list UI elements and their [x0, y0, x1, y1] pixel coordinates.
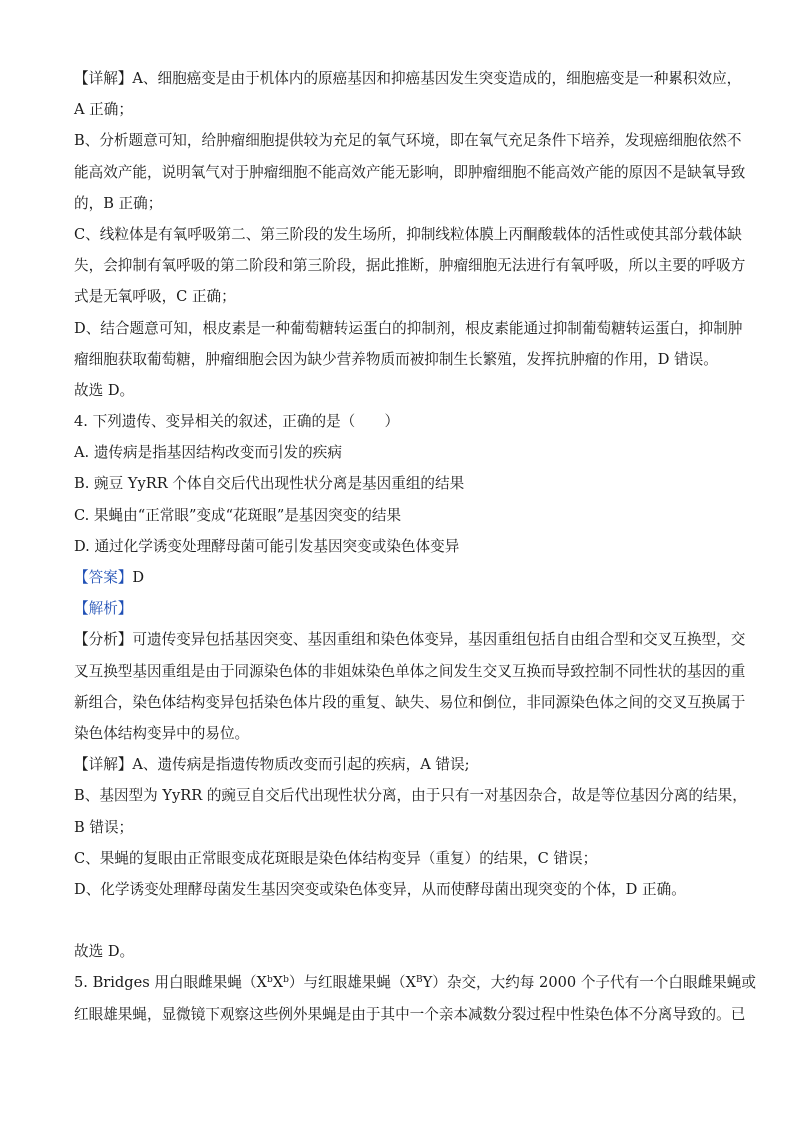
q3-detail-b-line1: B、分析题意可知，给肿瘤细胞提供较为充足的氧气环境，即在氧气充足条件下培养，发现癌细胞依然不 — [74, 132, 742, 150]
q5-stem-line1: 5. Bridges 用白眼雌果蝇$(X^bX^b)$与红眼雄果蝇$(X^BY)$杂交，大约每 2000 个子代有一个白眼雌果蝇或 — [74, 974, 756, 992]
q4-option-c: C. 果蝇由“正常眼”变成“花斑眼”是基因突变的结果 — [74, 506, 402, 524]
q3-detail-b-line3: 的，B 正确； — [74, 194, 163, 212]
q4-fenxi-line4: 染色体结构变异中的易位。 — [74, 724, 250, 742]
q4-conclusion: 故选 D。 — [74, 943, 135, 961]
blank-line — [74, 905, 722, 936]
q3-detail-b-line2: 能高效产能，说明氧气对于肿瘤细胞不能高效产能无影响，即肿瘤细胞不能高效产能的原因不是缺氧导致 — [74, 163, 746, 181]
q4-detail-b-line1: B、基因型为 YyRR 的豌豆自交后代出现性状分离，由于只有一对基因杂合，故是等位基因分离的结果， — [74, 787, 747, 805]
q5-stem-line2: 红眼雄果蝇，显微镜下观察这些例外果蝇是由于其中一个亲本减数分裂过程中性染色体不分离导致的。已 — [74, 1005, 746, 1023]
q3-detail-d-line1: D、结合题意可知，根皮素是一种葡萄糖转运蛋白的抑制剂，根皮素能通过抑制葡萄糖转运蛋白，抑制肿 — [74, 319, 743, 337]
q4-detail-d: D、化学诱变处理酵母菌发生基因突变或染色体变异，从而使酵母菌出现突变的个体，D 正确。 — [74, 880, 686, 898]
q4-detail-b-line2: B 错误； — [74, 818, 134, 836]
q3-detail-c-line2: 失，会抑制有氧呼吸的第二阶段和第三阶段，据此推断，肿瘤细胞无法进行有氧呼吸，所以主要的呼吸方 — [74, 257, 746, 275]
q4-fenxi-line3: 新组合，染色体结构变异包括染色体片段的重复、缺失、易位和倒位，非同源染色体之间的交叉互换属于 — [74, 693, 746, 711]
q3-detail-c-line3: 式是无氧呼吸，C 正确； — [74, 288, 236, 306]
q4-fenxi-line2: 叉互换型基因重组是由于同源染色体的非姐妹染色单体之间发生交叉互换而导致控制不同性状的基因的重 — [74, 662, 746, 680]
q4-stem: 4. 下列遗传、变异相关的叙述，正确的是（ ） — [74, 413, 400, 431]
q3-detail-c-line1: C、线粒体是有氧呼吸第二、第三阶段的发生场所，抑制线粒体膜上丙酮酸载体的活性或使其部分载体缺 — [74, 225, 742, 243]
q4-analysis-tag: 【解析】 — [74, 600, 133, 618]
fenxi-tag: 【分析】 — [74, 631, 133, 649]
q4-answer — [74, 562, 722, 593]
q4-option-a: A. 遗传病是指基因结构改变而引发的疾病 — [74, 444, 342, 462]
q4-option-d: D. 通过化学诱变处理酵母菌可能引发基因突变或染色体变异 — [74, 537, 460, 555]
detail-tag: 【详解】 — [74, 70, 133, 87]
document-page — [74, 63, 756, 1030]
q3-detail-a-line1: 【详解】A、细胞癌变是由于机体内的原癌基因和抑癌基因发生突变造成的，细胞癌变是一种累积效应， — [74, 70, 742, 87]
q4-option-b: B. 豌豆 YyRR 个体自交后代出现性状分离是基因重组的结果 — [74, 475, 465, 493]
q3-detail-a-line2: A 正确； — [74, 101, 133, 119]
q4-detail-a: 【详解】A、遗传病是指遗传物质改变而引起的疾病，A 错误; — [74, 756, 470, 774]
q3-conclusion: 故选 D。 — [74, 381, 135, 399]
answer-value: D — [132, 569, 145, 586]
detail-tag: 【详解】 — [74, 756, 133, 774]
answer-tag: 【答案】 — [74, 569, 133, 586]
q3-detail-d-line2: 瘤细胞获取葡萄糖，肿瘤细胞会因为缺少营养物质而被抑制生长繁殖，发挥抗肿瘤的作用，D 错误。 — [74, 350, 718, 368]
q4-fenxi-line1: 【分析】可遗传变异包括基因突变、基因重组和染色体变异，基因重组包括自由组合型和交叉互换型，交 — [74, 631, 746, 649]
q4-detail-c: C、果蝇的复眼由正常眼变成花斑眼是染色体结构变异（重复）的结果，C 错误； — [74, 849, 598, 867]
